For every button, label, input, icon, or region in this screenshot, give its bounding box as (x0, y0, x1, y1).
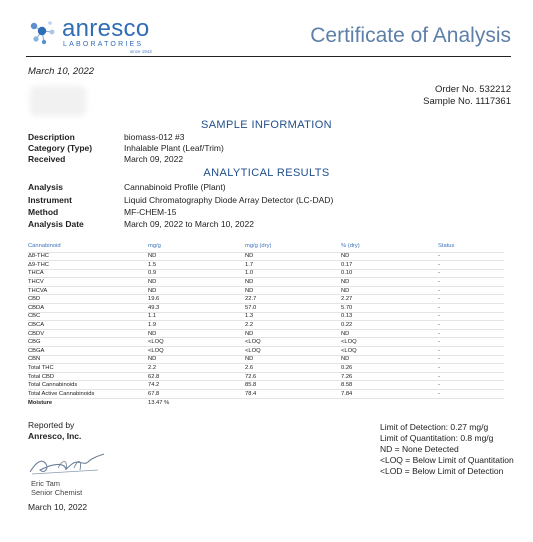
cannabinoid-name: Δ8-THC (28, 252, 148, 261)
status-value: - (438, 321, 504, 330)
table-row (28, 321, 504, 330)
mg-g-value: ND (148, 252, 245, 261)
sample-number: Sample No. 1117361 (423, 96, 511, 107)
sample-info-label: Category (Type) (28, 143, 93, 153)
status-value: - (438, 261, 504, 270)
signer-block (31, 480, 82, 497)
mg-g-value: <LOQ (148, 347, 245, 356)
percent-dry-value: 7.26 (341, 372, 438, 381)
mg-g-value: 1.9 (148, 321, 245, 330)
table-header-row (28, 242, 504, 252)
mg-g-dry-value: ND (245, 252, 341, 261)
cannabinoid-name: THCA (28, 269, 148, 278)
mg-g-value: 67.8 (148, 390, 245, 399)
sample-information-heading: SAMPLE INFORMATION (200, 119, 333, 131)
percent-dry-value: ND (341, 252, 438, 261)
mg-g-value: 2.2 (148, 364, 245, 373)
percent-dry-value: <LOQ (341, 347, 438, 356)
mg-g-dry-value: 2.6 (245, 364, 341, 373)
mg-g-dry-value: 85.8 (245, 381, 341, 390)
table-row (28, 364, 504, 373)
reported-by-label: Reported by (28, 420, 75, 430)
mg-g-dry-value: 57.0 (245, 304, 341, 313)
status-value: - (438, 372, 504, 381)
cannabinoid-name: CBGA (28, 347, 148, 356)
cannabinoid-name: Total THC (28, 364, 148, 373)
legend-loq: Limit of Quantitation: 0.8 mg/g (380, 433, 494, 443)
table-row (28, 372, 504, 381)
table-row (28, 261, 504, 270)
cannabinoid-name: CBC (28, 312, 148, 321)
status-value: - (438, 304, 504, 313)
cannabinoid-name: CBN (28, 355, 148, 364)
moisture-row (28, 398, 504, 407)
percent-dry-value: ND (341, 355, 438, 364)
table-row (28, 286, 504, 295)
mg-g-dry-value: ND (245, 329, 341, 338)
status-value: - (438, 390, 504, 399)
percent-dry-value: <LOQ (341, 338, 438, 347)
order-number: Order No. 532212 (434, 84, 511, 95)
mg-g-dry-value: ND (245, 278, 341, 287)
analysis-info-value: MF-CHEM-15 (124, 207, 177, 217)
mg-g-value: ND (148, 355, 245, 364)
status-value: - (438, 312, 504, 321)
cannabinoid-name: Total Active Cannabinoids (28, 390, 148, 399)
table-row (28, 355, 504, 364)
analysis-info-row (28, 219, 254, 229)
table-row (28, 390, 504, 399)
logo-wordmark: anresco (62, 15, 150, 42)
percent-dry-value: 0.22 (341, 321, 438, 330)
company-logo (26, 14, 166, 54)
mg-g-value: 62.8 (148, 372, 245, 381)
cannabinoid-results-table (28, 242, 504, 407)
table-row (28, 329, 504, 338)
percent-dry-value: 0.10 (341, 269, 438, 278)
mg-g-value: ND (148, 286, 245, 295)
mg-g-value: 74.2 (148, 381, 245, 390)
analysis-info-value: Liquid Chromatography Diode Array Detector (LC-DAD) (124, 195, 334, 205)
signature-image (28, 448, 108, 478)
analytical-results-heading: ANALYTICAL RESULTS (203, 167, 330, 179)
table-row (28, 381, 504, 390)
cannabinoid-name: CBD (28, 295, 148, 304)
status-value: - (438, 347, 504, 356)
table-row (28, 269, 504, 278)
percent-dry-value: 0.13 (341, 312, 438, 321)
mg-g-dry-value: 1.7 (245, 261, 341, 270)
mg-g-value: 1.1 (148, 312, 245, 321)
analysis-info-label: Instrument (28, 195, 72, 205)
analysis-info-label: Method (28, 207, 59, 217)
mg-g-dry-value: <LOQ (245, 347, 341, 356)
results-table-body (28, 252, 504, 407)
signer-title: Senior Chemist (31, 487, 83, 497)
column-header-percent-dry: % (dry) (341, 243, 360, 250)
cannabinoid-name: Δ9-THC (28, 261, 148, 270)
logo-molecule-icon (26, 14, 62, 50)
table-row (28, 304, 504, 313)
sample-info-value: Inhalable Plant (Leaf/Trim) (124, 143, 224, 153)
sample-info-value: March 09, 2022 (124, 154, 184, 164)
mg-g-value: 19.6 (148, 295, 245, 304)
percent-dry-value: 7.84 (341, 390, 438, 399)
legend-below-lod: <LOD = Below Limit of Detection (380, 466, 504, 476)
document-title: Certificate of Analysis (310, 24, 511, 47)
reporting-organization: Anresco, Inc. (28, 431, 82, 441)
status-value: - (438, 364, 504, 373)
table-row (28, 252, 504, 261)
column-header-status: Status (438, 243, 455, 250)
legend-nd: ND = None Detected (380, 444, 459, 454)
header-divider (26, 56, 511, 57)
sample-info-label: Received (28, 154, 66, 164)
mg-g-value: 1.5 (148, 261, 245, 270)
analysis-info-label: Analysis (28, 182, 63, 192)
analysis-info-value: Cannabinoid Profile (Plant) (124, 182, 226, 192)
mg-g-dry-value: 2.2 (245, 321, 341, 330)
column-header-mg-g-dry: mg/g (dry) (245, 243, 272, 250)
status-value: - (438, 381, 504, 390)
cannabinoid-name: CBG (28, 338, 148, 347)
percent-dry-value: 0.17 (341, 261, 438, 270)
signoff-date: March 10, 2022 (28, 502, 88, 512)
cannabinoid-name: Total Cannabinoids (28, 381, 148, 390)
mg-g-dry-value: <LOQ (245, 338, 341, 347)
sample-info-row (28, 132, 184, 142)
mg-g-dry-value: 78.4 (245, 390, 341, 399)
status-value: - (438, 269, 504, 278)
percent-dry-value: ND (341, 329, 438, 338)
sample-info-value: biomass-012 #3 (124, 132, 185, 142)
report-date: March 10, 2022 (28, 66, 95, 77)
mg-g-value: ND (148, 278, 245, 287)
percent-dry-value: 8.58 (341, 381, 438, 390)
analysis-info-row (28, 182, 226, 192)
mg-g-dry-value: 1.0 (245, 269, 341, 278)
moisture-value: 13.47 % (148, 398, 245, 407)
percent-dry-value: 5.70 (341, 304, 438, 313)
table-row (28, 347, 504, 356)
moisture-label: Moisture (28, 398, 148, 407)
status-value: - (438, 355, 504, 364)
cannabinoid-name: CBDV (28, 329, 148, 338)
table-row (28, 338, 504, 347)
analysis-info-row (28, 207, 176, 217)
status-value: - (438, 286, 504, 295)
sample-info-row (28, 143, 224, 153)
empty-cell (245, 398, 341, 407)
redacted-client-block (30, 86, 86, 116)
limits-legend (380, 422, 514, 477)
cannabinoid-name: THCV (28, 278, 148, 287)
mg-g-value: <LOQ (148, 338, 245, 347)
status-value: - (438, 338, 504, 347)
status-value: - (438, 278, 504, 287)
sample-info-row (28, 154, 183, 164)
empty-cell (341, 398, 438, 407)
mg-g-dry-value: 22.7 (245, 295, 341, 304)
mg-g-dry-value: 1.3 (245, 312, 341, 321)
status-value: - (438, 295, 504, 304)
status-value: - (438, 329, 504, 338)
table-row (28, 295, 504, 304)
cannabinoid-name: CBCA (28, 321, 148, 330)
column-header-mg-g: mg/g (148, 243, 161, 250)
mg-g-dry-value: ND (245, 286, 341, 295)
mg-g-value: ND (148, 329, 245, 338)
analysis-info-label: Analysis Date (28, 219, 84, 229)
mg-g-value: 49.3 (148, 304, 245, 313)
cannabinoid-name: THCVA (28, 286, 148, 295)
percent-dry-value: ND (341, 278, 438, 287)
cannabinoid-name: Total CBD (28, 372, 148, 381)
table-row (28, 278, 504, 287)
mg-g-value: 0.9 (148, 269, 245, 278)
signer-name: Eric Tam (31, 479, 61, 488)
empty-cell (438, 398, 504, 407)
cannabinoid-name: CBDA (28, 304, 148, 313)
legend-lod: Limit of Detection: 0.27 mg/g (380, 422, 489, 432)
status-value: - (438, 252, 504, 261)
analysis-info-value: March 09, 2022 to March 10, 2022 (124, 219, 254, 229)
mg-g-dry-value: 72.6 (245, 372, 341, 381)
mg-g-dry-value: ND (245, 355, 341, 364)
logo-since: since 1943 (130, 49, 152, 54)
column-header-cannabinoid: Cannabinoid (28, 243, 61, 250)
reported-by-block (28, 420, 81, 442)
percent-dry-value: 0.26 (341, 364, 438, 373)
logo-subtitle: LABORATORIES (63, 41, 144, 48)
percent-dry-value: 2.27 (341, 295, 438, 304)
legend-below-loq: <LOQ = Below Limit of Quantitation (380, 455, 514, 465)
analysis-info-row (28, 195, 333, 205)
table-row (28, 312, 504, 321)
percent-dry-value: ND (341, 286, 438, 295)
sample-info-label: Description (28, 132, 75, 142)
